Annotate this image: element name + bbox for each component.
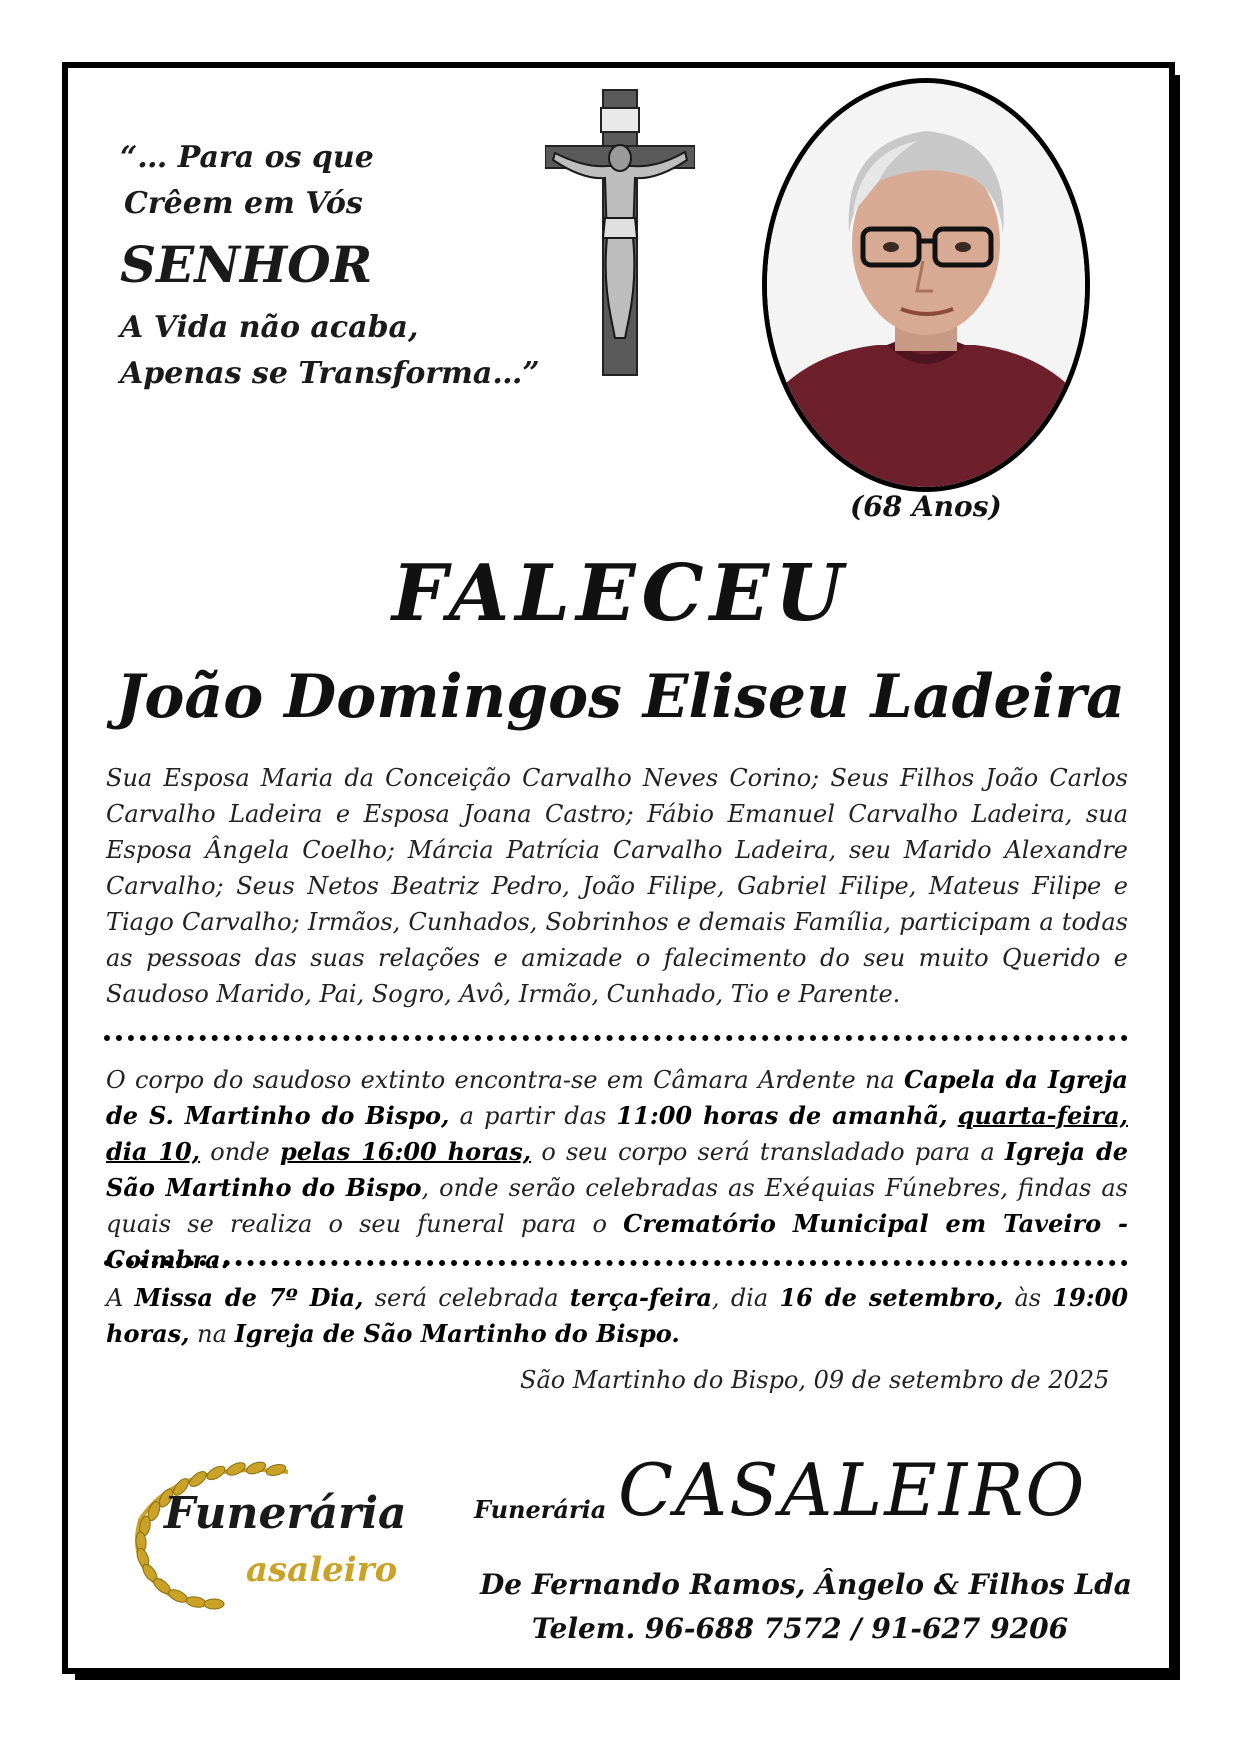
mass-text: às <box>1003 1284 1053 1312</box>
funeral-text: o seu corpo será transladado para a <box>531 1138 1005 1166</box>
mass-church: Igreja de São Martinho do Bispo. <box>234 1319 680 1348</box>
funeral-details <box>106 1062 1128 1278</box>
dotted-divider <box>104 1035 1128 1041</box>
mass-text: será celebrada <box>363 1284 570 1312</box>
mass-text: A <box>106 1284 135 1312</box>
funeral-text: a partir das <box>449 1102 617 1130</box>
quote-senhor: SENHOR <box>120 235 373 294</box>
funeral-home-logo <box>118 1460 428 1610</box>
funeral-home-phone: Telem. 96-688 7572 / 91-627 9206 <box>531 1612 1069 1645</box>
funeral-home-owner: De Fernando Ramos, Ângelo & Filhos Lda <box>480 1568 1132 1601</box>
headline-faleceu: FALECEU <box>391 548 850 639</box>
funeral-home-brand: CASALEIRO <box>618 1448 1087 1532</box>
funeral-home-label: Funerária <box>474 1495 607 1524</box>
mass-details <box>106 1280 1128 1352</box>
quote-line-3: A Vida não acaba, <box>120 310 419 345</box>
funeral-church: Igreja de São Martinho do Bispo <box>106 1137 1128 1202</box>
deceased-portrait <box>762 78 1090 492</box>
funeral-day: quarta-feira, dia 10, <box>106 1101 1128 1166</box>
quote-line-2: Crêem em Vós <box>124 186 363 221</box>
mass-date: 16 de setembro, <box>779 1283 1004 1312</box>
logo-word-funeraria: Funerária <box>164 1488 407 1539</box>
funeral-text: O corpo do saudoso extinto encontra-se em Câmara Ardente na <box>106 1066 905 1094</box>
mass-text: , dia <box>711 1284 780 1312</box>
deceased-name: João Domingos Eliseu Ladeira <box>115 662 1126 732</box>
age-label: (68 Anos) <box>850 490 1002 523</box>
funeral-text: , onde serão celebradas as Exéquias Fúnebres, findas as quais se realiza o seu funeral para o <box>106 1174 1128 1238</box>
dotted-divider <box>104 1260 1128 1266</box>
place-date: São Martinho do Bispo, 09 de setembro de 2025 <box>520 1366 1110 1394</box>
funeral-chapel: Capela da Igreja de S. Martinho do Bispo, <box>106 1065 1128 1130</box>
funeral-text: onde <box>200 1138 280 1166</box>
crucifix-icon <box>545 88 695 378</box>
funeral-time: 11:00 horas de amanhã, <box>616 1101 948 1130</box>
mass-text: na <box>189 1320 235 1348</box>
quote-line-1: “… Para os que <box>120 140 374 175</box>
quote-line-4: Apenas se Transforma…” <box>120 356 540 391</box>
logo-word-asaleiro: asaleiro <box>246 1550 398 1590</box>
funeral-hour: pelas 16:00 horas, <box>279 1137 532 1166</box>
family-notice: Sua Esposa Maria da Conceição Carvalho Neves Corino; Seus Filhos João Carlos Carvalho Ladeira e Esposa Joana Castro; Fábio Emanuel Carvalho Ladeira, sua Esposa Ângela Coelho; Márcia Patrícia Carvalho Ladeira, seu Marido Alexandre Carvalho; Seus Netos Beatriz Pedro, João Filipe, Gabriel Filipe, Mateus Filipe e Tiago Carvalho; Irmãos, Cunhados, Sobrinhos e demais Família, participam a todas as pessoas das suas relações e amizade o falecimento do seu muito Querido e Saudoso Marido, Pai, Sogro, Avô, Irmão, Cunhado, Tio e Parente. <box>106 764 1128 1008</box>
mass-title: Missa de 7º Dia, <box>134 1283 364 1312</box>
mass-weekday: terça-feira <box>569 1283 712 1312</box>
mass-time: 19:00 horas, <box>106 1283 1129 1348</box>
funeral-crematorium: Crematório Municipal em Taveiro -Coimbra. <box>106 1209 1128 1274</box>
funeral-text <box>947 1102 957 1130</box>
religious-quote <box>120 135 540 397</box>
